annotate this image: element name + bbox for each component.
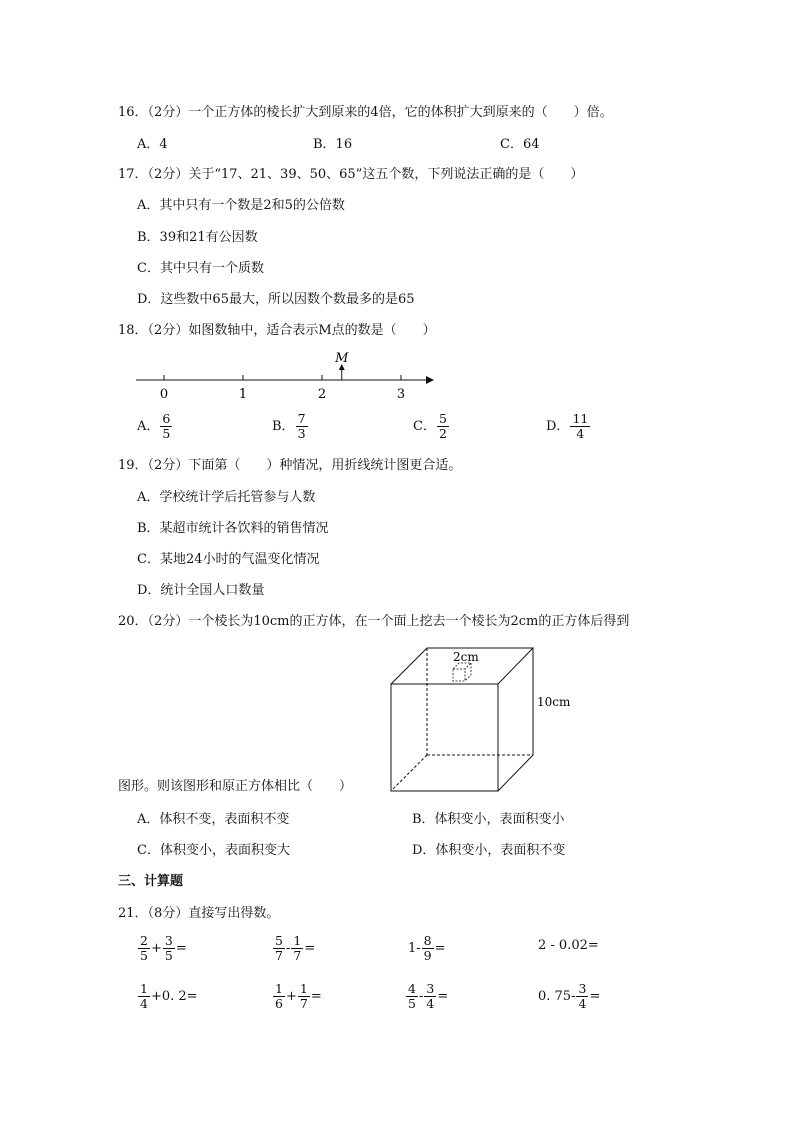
q19-stem: 19．（2分）下面第（ ）种情况，用折线统计图更合适。 [118,458,462,473]
number-line [130,348,440,404]
fraction: $\frac{7}{3}$ [297,411,306,441]
section-title: 三、计算题 [118,874,184,889]
q19-option-a: A．学校统计学后托管参与人数 [137,490,316,505]
q17-option-c: C．其中只有一个质数 [137,261,264,276]
q17-option-a: A．其中只有一个数是2和5的公倍数 [137,198,345,213]
small-cube-label: 2cm [453,650,479,664]
q21-stem: 21．（8分）直接写出得数。 [118,906,280,921]
q18-option-a: A． $\frac{6}{5}$ [137,411,171,441]
q19-option-b: B．某超市统计各饮料的销售情况 [137,521,329,536]
calc-item-5: $\frac{1}{4}$ +0. 2= [140,981,198,1011]
q20-option-d: D．体积变小，表面积不变 [412,843,566,858]
cube-figure [385,640,585,800]
calc-item-6: $\frac{1}{6}$ + $\frac{1}{7}$ = [275,981,322,1011]
axis-tick-label: 2 [317,387,327,402]
axis-tick-label: 0 [159,387,169,402]
fraction: $\frac{6}{5}$ [162,411,171,441]
q20-option-b: B．体积变小，表面积变小 [412,812,565,827]
fraction: $\frac{11}{4}$ [572,411,589,441]
q19-option-d: D．统计全国人口数量 [137,583,265,598]
calc-item-8: 0. 75- $\frac{3}{4}$ = [538,981,601,1011]
calc-item-1: $\frac{2}{5}$ + $\frac{3}{5}$ = [140,933,187,963]
fraction: $\frac{5}{2}$ [438,411,447,441]
q20-option-c: C．体积变小，表面积变大 [137,843,290,858]
q16-option-a: A．4 [137,137,168,152]
q19-option-c: C．某地24小时的气温变化情况 [137,552,320,567]
q17-option-b: B．39和21有公因数 [137,230,258,245]
point-m-label: M [335,351,349,366]
q18-option-d: D． $\frac{11}{4}$ [546,411,589,441]
q16-option-c: C．64 [500,137,540,152]
calc-item-7: $\frac{4}{5}$ - $\frac{3}{4}$ = [408,981,449,1011]
axis-tick-label: 1 [238,387,248,402]
q20-stem: 20．（2分）一个棱长为10cm的正方体，在一个面上挖去一个棱长为2cm的正方体后得到 [118,614,630,629]
calc-item-4: 2 - 0.02= [538,938,599,953]
q18-stem: 18．（2分）如图数轴中，适合表示M点的数是（ ） [118,323,436,338]
q18-option-b: B． $\frac{7}{3}$ [272,411,306,441]
q18-option-c: C． $\frac{5}{2}$ [413,411,447,441]
q20-option-a: A．体积不变，表面积不变 [137,812,290,827]
calc-item-2: $\frac{5}{7}$ - $\frac{1}{7}$ = [275,933,316,963]
q20-stem-end: 图形。则该图形和原正方体相比（ ） [118,779,353,794]
big-cube-label: 10cm [537,695,571,709]
axis-tick-label: 3 [396,387,406,402]
calc-item-3: 1- $\frac{8}{9}$ = [408,933,446,963]
q16-option-b: B．16 [313,137,353,152]
number-line-arrow [426,376,434,384]
q17-option-d: D．这些数中65最大，所以因数个数最多的是65 [137,292,415,307]
q16-stem: 16．（2分）一个正方体的棱长扩大到原来的4倍，它的体积扩大到原来的（ ）倍。 [118,105,613,120]
q17-stem: 17．（2分）关于“17、21、39、50、65”这五个数，下列说法正确的是（ ） [118,167,584,182]
